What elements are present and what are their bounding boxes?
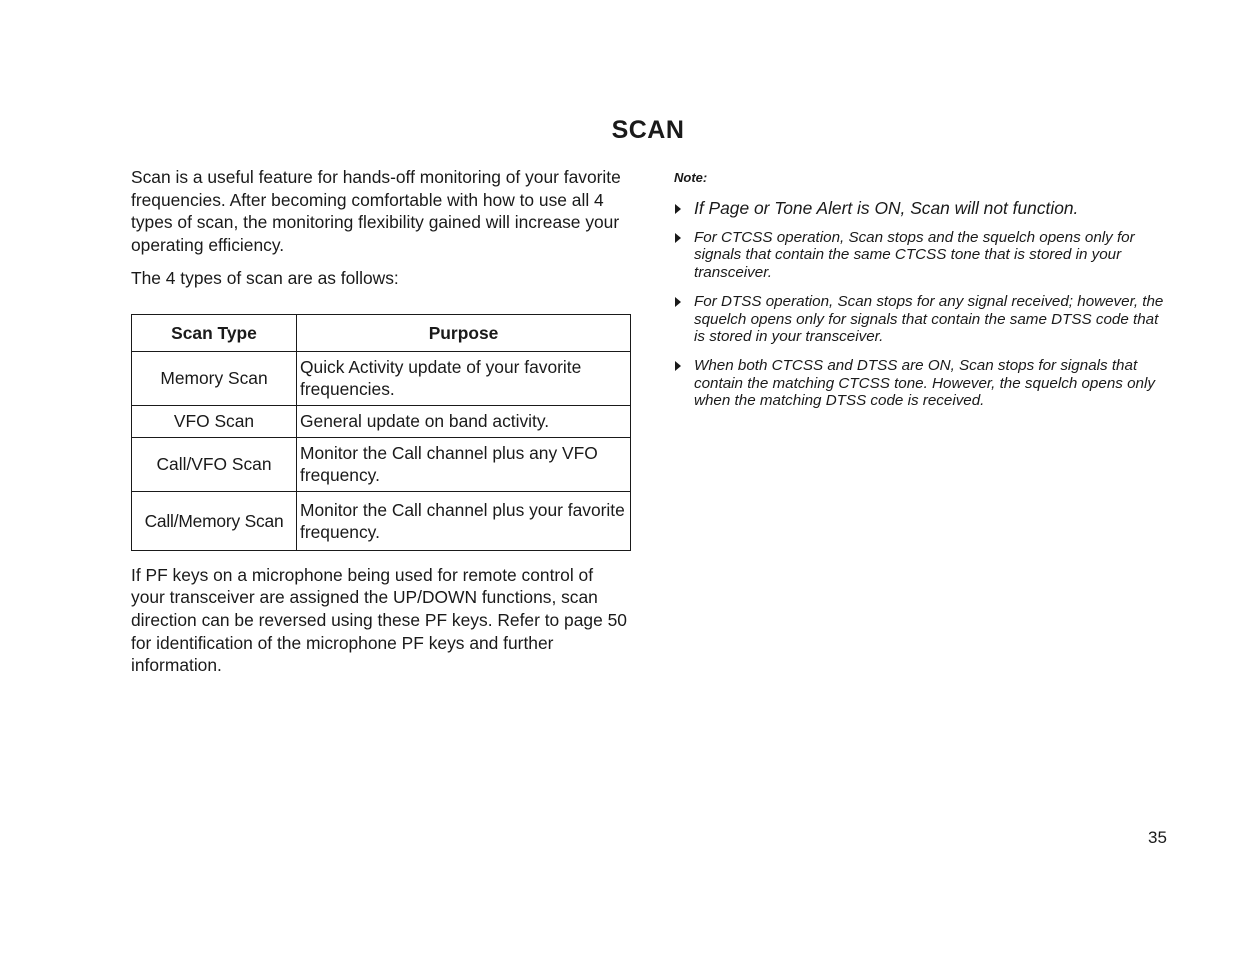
note-column: [672, 170, 1172, 422]
note-item-text: If Page or Tone Alert is ON, Scan will not function.: [694, 198, 1079, 218]
scan-type-cell: Call/Memory Scan: [132, 491, 297, 550]
outro-paragraph: If PF keys on a microphone being used for remote control of your transceiver are assigned the UP/DOWN functions, scan direction can be reversed using these PF keys. Refer to page 50 for identification of the microphone PF keys and further information.: [131, 564, 627, 676]
note-item-text: When both CTCSS and DTSS are ON, Scan stops for signals that contain the matching CTCSS tone. However, the squelch opens only when the matching DTSS code is received.: [694, 357, 1155, 410]
note-item-text: For CTCSS operation, Scan stops and the squelch opens only for signals that contain the same CTCSS tone that is stored in your transceiver.: [694, 229, 1135, 281]
intro-paragraph: Scan is a useful feature for hands-off monitoring of your favorite frequencies. After becoming comfortable with how to use all 4 types of scan, the monitoring flexibility gained will increase your operating efficiency.: [131, 167, 621, 256]
table-row: [132, 405, 631, 437]
main-column: [131, 166, 631, 677]
table-row: [132, 491, 631, 550]
bullet-arrow-icon: [675, 361, 681, 371]
note-item: [672, 357, 1172, 409]
table-header-row: [132, 314, 631, 351]
page-title: SCAN: [611, 116, 685, 144]
bullet-arrow-icon: [675, 204, 681, 214]
scan-types-table: [131, 314, 631, 551]
scan-type-cell: Memory Scan: [132, 351, 297, 405]
types-intro-line: The 4 types of scan are as follows:: [131, 267, 399, 288]
bullet-arrow-icon: [675, 233, 681, 243]
scan-type-cell: Call/VFO Scan: [132, 437, 297, 491]
header-scan-type: Scan Type: [132, 314, 297, 351]
page-number: 35: [1148, 828, 1167, 847]
table-row: [132, 351, 631, 405]
table-row: [132, 437, 631, 491]
purpose-cell: Monitor the Call channel plus your favorite frequency.: [297, 491, 631, 550]
purpose-cell: Quick Activity update of your favorite frequencies.: [297, 351, 631, 405]
header-purpose: Purpose: [297, 314, 631, 351]
note-item-text: For DTSS operation, Scan stops for any signal received; however, the squelch opens only for signals that contain the same DTSS code that is stored in your transceiver.: [694, 293, 1164, 346]
note-item: [672, 229, 1172, 281]
purpose-cell: General update on band activity.: [297, 405, 631, 437]
bullet-arrow-icon: [675, 297, 681, 307]
note-label: Note:: [674, 170, 708, 185]
note-item: [672, 197, 1172, 219]
scan-type-cell: VFO Scan: [132, 405, 297, 437]
note-item: [672, 293, 1172, 345]
purpose-cell: Monitor the Call channel plus any VFO frequency.: [297, 437, 631, 491]
